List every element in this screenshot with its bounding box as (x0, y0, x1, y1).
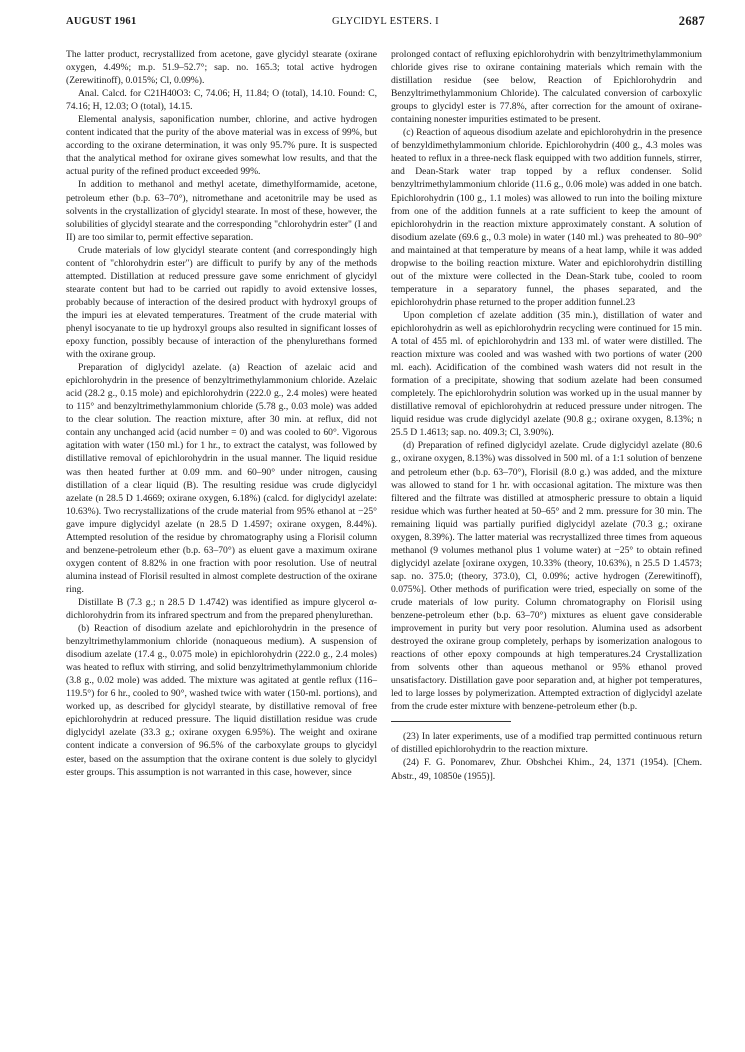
page-number: 2687 (678, 14, 705, 28)
paragraph: Upon completion cf azelate addition (35 min.), distillation of water and epichlorohydrin as well as epichlorohydrin recycling were continued for 15 min. A total of 455 ml. of epichlorohydrin and 133 ml. of water were distilled. The reaction mixture was cooled and was washed with two portions of water (200 ml. each). Acidification of the combined wash waters did not result in the formation of a precipitate, showing that sodium azelate had been consumed completely. The epichlorohydrin solution was worked up in the usual manner by distillative removal of epichlorohydrin at reduced pressure under nitrogen. The liquid residue was crude diglycidyl azelate (90.8 g.; oxirane oxygen, 8.13%; n 25.5 D 1.4613; sap. no. 409.3; Cl, 3.90%). (391, 309, 702, 439)
paragraph-analysis: Anal. Calcd. for C21H40O3: C, 74.06; H, 11.84; O (total), 14.10. Found: C, 74.16; H, 12.03; O (total), 14.15. (66, 88, 377, 113)
header-date: AUGUST 1961 (66, 16, 137, 27)
footnote-24: (24) F. G. Ponomarev, Zhur. Obshchei Khim., 24, 1371 (1954). [Chem. Abstr., 49, 10850e (1955)]. (391, 757, 702, 782)
page-header (66, 16, 705, 32)
footnote-23: (23) In later experiments, use of a modified trap permitted continuous return of distilled epichlorohydrin to the reaction mixture. (391, 731, 702, 756)
two-column-body (66, 48, 705, 783)
paragraph: In addition to methanol and methyl acetate, dimethylformamide, acetone, petroleum ether (b.p. 63–70°), nitromethane and acetonitrile may be used as solvents in the crystallization of glycidyl stearate. In most of these, however, the solubilities of glycidyl stearate and the corresponding "chlorohydrin ester" (I and II) are too similar to, permit effective separation. (66, 179, 378, 243)
paragraph-diglycidyl-azelate-c: (c) Reaction of aqueous disodium azelate and epichlorohydrin in the presence of benzyldimethylammonium chloride. Epichlorohydrin (400 g., 4.3 moles was heated to reflux in a three-neck flask equipped with two addition funnels, stirrer, and Dean-Stark water trap topped by a reflux condenser. Solid benzyltrimethylammonium chloride (11.6 g., 0.06 mole) was added in one batch. Epichlorohydrin (100 g., 1.1 moles) was allowed to run into the boiling mixture from one of the addition funnels at a rate sufficient to keep the amount of epichlorohydrin in the reaction mixture approximately constant. A solution of disodium azelate (69.6 g., 0.3 mole) in water (140 ml.) was preheated to 80–90° and maintained at that temperature by means of a heat lamp, while it was added dropwise to the boiling reaction mixture. Water and epichlorohydrin distilling out of the mixture were collected in the Dean-Stark tube, cooled to room temperature in a separatory funnel, the phases separated, and the epichlorohydrin phase returned to the proper addition funnel.23 (391, 127, 702, 308)
right-column (391, 48, 702, 783)
footnote-rule (391, 721, 511, 730)
paragraph-diglycidyl-azelate-b: (b) Reaction of disodium azelate and epichlorohydrin in the presence of benzyltrimethylammonium chloride (nonaqueous medium). A suspension of disodium azelate (17.4 g., 0.075 mole) in epichlorohydrin (222.0 g., 2.4 moles) was heated to reflux with stirring, and solid benzyltrimethylammonium chloride (3.8 g., 0.02 mole) was added. The mixture was agitated at gentle reflux (116–119.5°) for 6 hr., cooled to 90°, washed twice with water (150-ml. portions), and worked up, as described for glycidyl stearate, by distillative removal of free epichlorohydrin at reduced pressure. The liquid distillation residue was crude diglycidyl azelate (33.3 g.; oxirane oxygen 6.95%). The weight and oxirane content indicate a conversion of 96.5% of the carboxylate groups to glycidyl ester, based on the assumption that the oxirane content is due solely to glycidyl ester groups. This assumption is not warranted in this case, however, since (66, 623, 377, 778)
paragraph: prolonged contact of refluxing epichlorohydrin with benzyltrimethylammonium chloride gives rise to oxirane containing materials which remain with the distillation residue (see below, Reaction of Epichlorohydrin and Benzyltrimethylammonium Chloride). The calculated conversion of carboxylic groups to glycidyl ester is 77.8%, after correction for the amount of oxirane-containing nonester impurities estimated to be present. (391, 49, 702, 126)
paragraph: Crude materials of low glycidyl stearate content (and correspondingly high content of "chlorohydrin ester") are difficult to purify by any of the methods attempted. Distillation at reduced pressure gave some enrichment of glycidyl stearate content but had to be carried out rapidly to avoid extensive losses, probably because of interaction of the desired product with hydroxyl groups of the impuri ies at elevated temperatures. Treatment of the crude material with phenyl isocyanate to tie up hydroxyl groups also resulted in significant losses of epoxy function, possibly because of interaction of the phenylurethans formed with the oxirane group. (66, 244, 377, 361)
paragraph: Distillate B (7.3 g.; n 28.5 D 1.4742) was identified as impure glycerol α-dichlorohydrin from its infrared spectrum and from the prepared phenylurethan. (66, 596, 377, 622)
paragraph-diglycidyl-azelate-a: Preparation of diglycidyl azelate. (a) Reaction of azelaic acid and epichlorohydrin in the presence of benzyltrimethylammonium chloride. Azelaic acid (28.2 g., 0.15 mole) and epichlorohydrin (222.0 g., 2.4 moles) were heated to 115° and benzyltrimethylammonium chloride (5.78 g., 0.03 mole) was added to the clear solution. The reaction mixture, after 30 min. at reflux, did not contain any unchanged acid (acid number = 0) and was cooled to 60°. Vigorous agitation with water (150 ml.) for 1 hr., to extract the catalyst, was followed by distillative removal of epichlorohydrin in the usual manner. The liquid residue was then heated further at 0.09 mm. and 60–90° under nitrogen, causing distillation of a clear liquid (B). The resulting residue was crude diglycidyl azelate (n 28.5 D 1.4669; oxirane oxygen, 6.18%) (calcd. for diglycidyl azelate: 10.63%). Two recrystallizations of the crude material from 95% ethanol at −25° gave impure diglycidyl azelate (n 28.5 D 1.4597; oxirane oxygen, 8.44%). Attempted resolution of the residue by chromatography using a Florisil column and benzene-petroleum ether (b.p. 63–70°) as eluent gave a maximum oxirane oxygen content of 8.82% in one fraction with poor resolution. Use of neutral alumina instead of Florisil resulted in almost complete destruction of the oxirane ring. (66, 362, 377, 595)
paragraph: The latter product, recrystallized from acetone, gave glycidyl stearate (oxirane oxygen, 4.49%; m.p. 51.9–52.7°; sap. no. 165.3; total active hydrogen (Zerewitinoff), 0.015%; Cl, 0.09%). (66, 49, 377, 87)
paragraph: Elemental analysis, saponification number, chlorine, and active hydrogen content indicated that the purity of the above material was in excess of 99%, but according to the oxirane determination, it was only 95.7% pure. It is suspected that the analytical method for oxirane gives somewhat low results, and that the actual purity of the refined product exceeded 99%. (66, 114, 377, 178)
left-column (66, 48, 377, 783)
footnotes (391, 730, 702, 782)
paragraph-refined-diglycidyl-azelate-d: (d) Preparation of refined diglycidyl azelate. Crude diglycidyl azelate (80.6 g., oxirane oxygen, 8.13%) was dissolved in 500 ml. of a 1:1 solution of benzene and petroleum ether (b.p. 63–70°), Florisil (8.0 g.) was added, and the mixture was allowed to stand for 1 hr. with occasional agitation. The mixture was then filtered and the filtrate was distilled at atmospheric pressure to obtain a liquid residue which was further heated at 50–65° and 2 mm. pressure for 30 min. The remaining liquid was partially purified diglycidyl azelate (70.3 g.; oxirane oxygen, 8.39%). The latter material was recrystallized three times from aqueous methanol (9 volumes methanol plus 1 volume water) at −25° to obtain refined diglycidyl azelate [oxirane oxygen, 10.33% (theory, 10.63%), n 25.5 D 1.4573; sap. no. 375.0; (theory, 373.0), Cl, 0.09%; active hydrogen (Zerewitinoff), 0.075%]. Other methods of purification were tried, especially on some of the crude materials of low purity. Column chromatography on Florisil using benzene-petroleum ether (b.p. 63–70°) mixtures as eluent gave considerable improvement in purity but very poor resolution. Alumina used as adsorbent destroyed the oxirane group completely, perhaps by isomerization analogous to reactions of other epoxy compounds at high temperatures.24 Crystallization from solvents other than aqueous methanol or 95% ethanol proved unsatisfactory. Distillation gave poor separation and, at higher pot temperatures, led to large losses by polymerization. Attempted extraction of diglycidyl azelate from the crude ester mixture with benzene-petroleum ether (b.p. (391, 440, 702, 713)
running-title: GLYCIDYL ESTERS. I (332, 16, 439, 27)
